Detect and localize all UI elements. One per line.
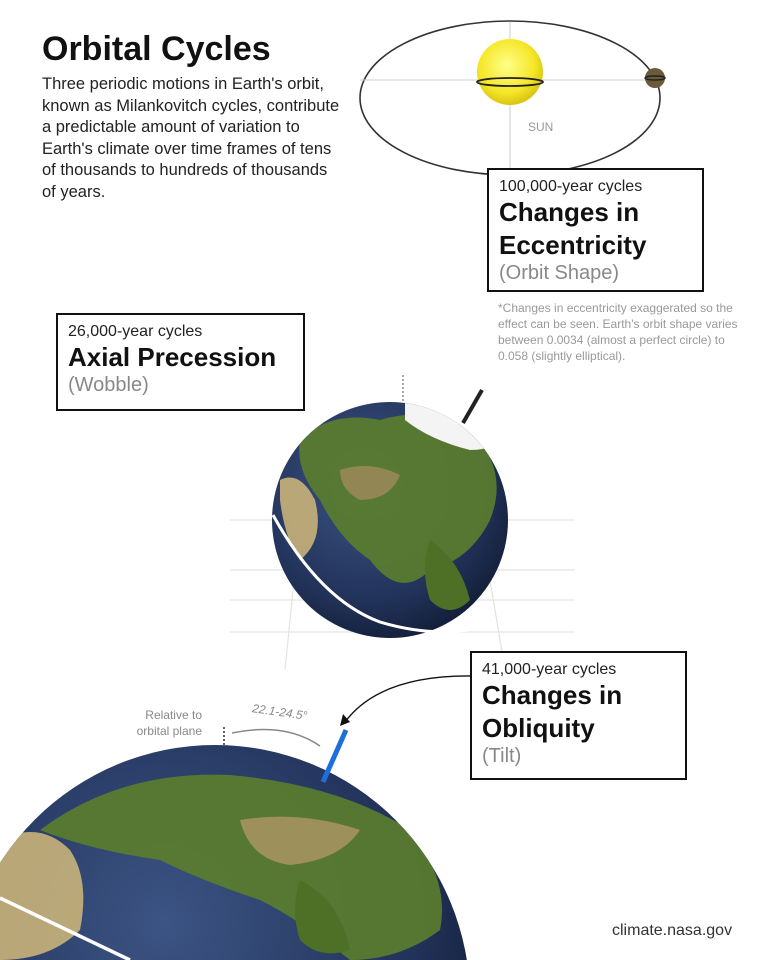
obliquity-subtitle: (Tilt)	[482, 745, 522, 767]
precession-axis	[463, 390, 482, 423]
obliquity-arrowhead	[340, 714, 350, 726]
obliquity-arrow	[345, 676, 472, 722]
eccentricity-subtitle: (Orbit Shape)	[499, 262, 620, 284]
orbit-earth-icon	[645, 68, 665, 88]
precession-card	[56, 313, 305, 411]
orbit-diagram	[360, 21, 665, 175]
eccentricity-heading-line2: Eccentricity	[499, 230, 647, 260]
obliquity-heading-line1: Changes in	[482, 680, 623, 710]
sun-label: SUN	[528, 120, 554, 134]
eccentricity-note: *Changes in eccentricity exaggerated so the effect can be seen. Earth's orbit shape varies between 0.0034 (almost a perfect circle) to 0.058 (slightly elliptical).	[498, 301, 738, 363]
obliquity-globe	[0, 730, 470, 960]
obliquity-cycle: 41,000-year cycles	[482, 661, 617, 678]
precession-heading: Axial Precession	[68, 342, 277, 372]
eccentricity-heading-line1: Changes in	[499, 197, 640, 227]
orbital-plane-label: Relative to orbital plane	[136, 708, 202, 738]
source-credit: climate.nasa.gov	[612, 922, 733, 939]
intro-text: Three periodic motions in Earth's orbit, known as Milankovitch cycles, contribute a predictable amount of variation to Earth's climate over time frames of tens of thousands to hundreds of thousands of years.	[42, 75, 340, 201]
eccentricity-card	[487, 168, 704, 292]
page-title: Orbital Cycles	[42, 30, 271, 68]
precession-globe	[272, 375, 508, 638]
tilt-axis	[323, 730, 346, 782]
tilt-angle-label: 22.1-24.5°	[251, 701, 309, 723]
sun-icon	[477, 39, 543, 105]
obliquity-heading-line2: Obliquity	[482, 713, 595, 743]
precession-subtitle: (Wobble)	[68, 374, 149, 396]
obliquity-card	[470, 651, 687, 780]
eccentricity-cycle: 100,000-year cycles	[499, 178, 643, 195]
precession-cycle: 26,000-year cycles	[68, 323, 203, 340]
angle-arc	[232, 730, 320, 746]
